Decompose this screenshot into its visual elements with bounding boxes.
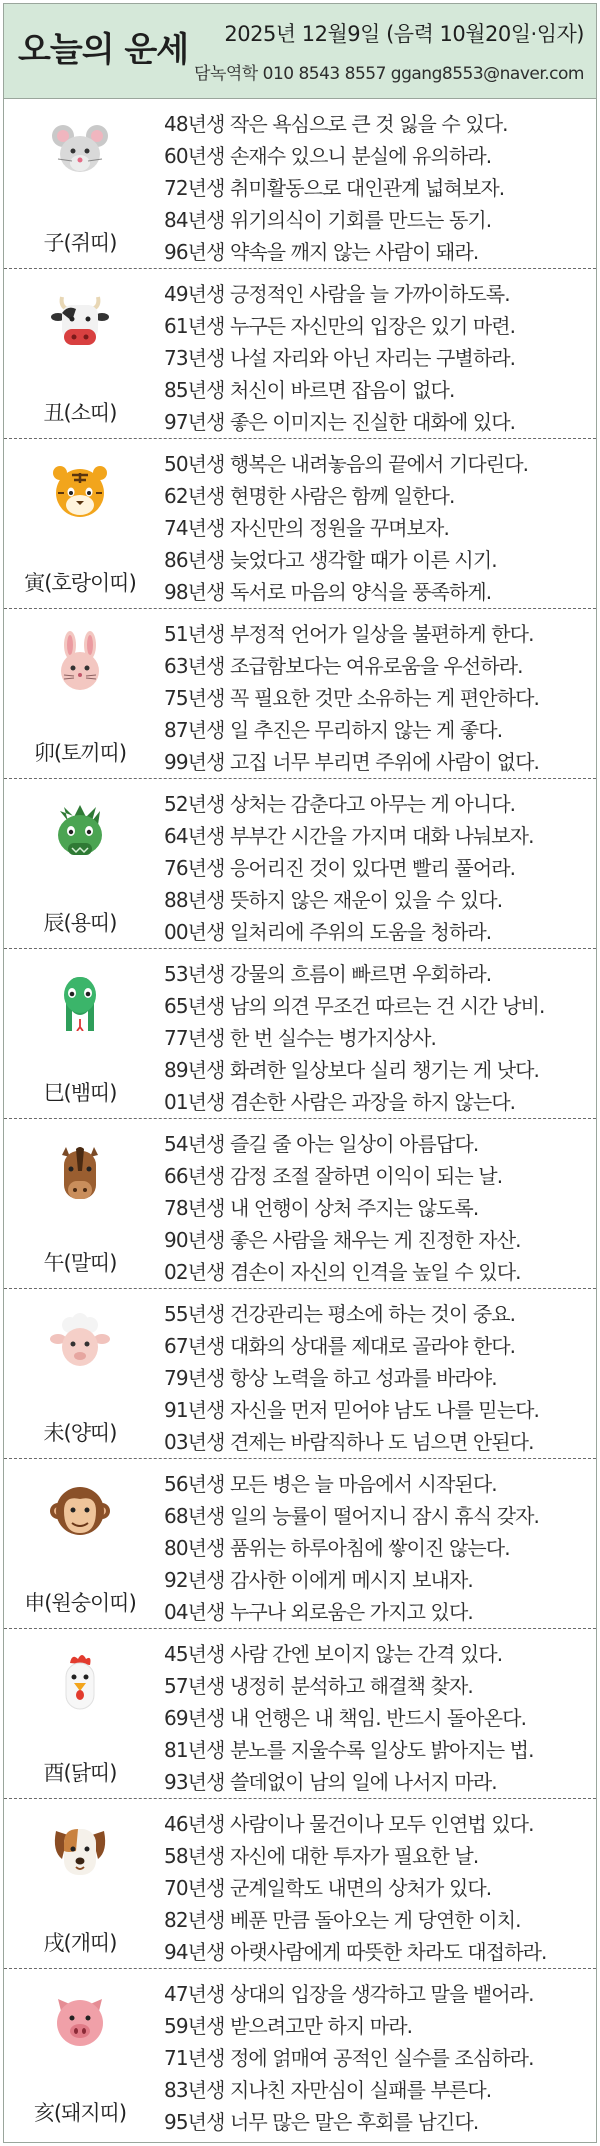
zodiac-section-rabbit bbox=[4, 609, 596, 779]
fortune-line: 97년생 좋은 이미지는 진실한 대화에 있다. bbox=[164, 410, 516, 434]
fortune-line: 95년생 너무 많은 말은 후회를 남긴다. bbox=[164, 2110, 479, 2134]
animal-label: 午(말띠) bbox=[43, 1251, 117, 1275]
fortune-line: 84년생 위기의식이 기회를 만드는 동기. bbox=[164, 208, 492, 232]
animal-label: 子(쥐띠) bbox=[43, 231, 117, 255]
fortune-line: 51년생 부정적 언어가 일상을 불편하게 한다. bbox=[164, 622, 534, 646]
monkey-icon bbox=[50, 1481, 110, 1541]
fortune-line: 80년생 품위는 하루아침에 쌓이진 않는다. bbox=[164, 1536, 510, 1560]
rooster-icon bbox=[50, 1651, 110, 1711]
fortune-line: 00년생 일처리에 주위의 도움을 청하라. bbox=[164, 920, 492, 944]
fortune-lines bbox=[164, 1298, 594, 1458]
animal-label: 卯(토끼띠) bbox=[33, 741, 127, 765]
fortune-line: 61년생 누구든 자신만의 입장은 있기 마련. bbox=[164, 314, 516, 338]
fortune-line: 53년생 강물의 흐름이 빠르면 우회하라. bbox=[164, 962, 492, 986]
zodiac-section-dog bbox=[4, 1799, 596, 1969]
fortune-line: 98년생 독서로 마음의 양식을 풍족하게. bbox=[164, 580, 492, 604]
fortune-line: 63년생 조급함보다는 여유로움을 우선하라. bbox=[164, 654, 523, 678]
fortune-line: 71년생 정에 얽매여 공적인 실수를 조심하라. bbox=[164, 2046, 534, 2070]
fortune-line: 82년생 베푼 만큼 돌아오는 게 당연한 이치. bbox=[164, 1908, 521, 1932]
fortune-line: 68년생 일의 능률이 떨어지니 잠시 휴식 갖자. bbox=[164, 1504, 539, 1528]
fortune-lines bbox=[164, 1638, 594, 1798]
fortune-lines bbox=[164, 1128, 594, 1288]
zodiac-section-pig bbox=[4, 1969, 596, 2139]
fortune-lines bbox=[164, 1808, 594, 1968]
fortune-line: 64년생 부부간 시간을 가지며 대화 나눠보자. bbox=[164, 824, 534, 848]
zodiac-section-monkey bbox=[4, 1459, 596, 1629]
tiger-icon bbox=[50, 461, 110, 521]
fortune-line: 67년생 대화의 상대를 제대로 골라야 한다. bbox=[164, 1334, 516, 1358]
zodiac-section-horse bbox=[4, 1119, 596, 1289]
header bbox=[4, 4, 596, 99]
fortune-line: 96년생 약속을 깨지 않는 사람이 돼라. bbox=[164, 240, 479, 264]
fortune-line: 45년생 사람 간엔 보이지 않는 간격 있다. bbox=[164, 1642, 503, 1666]
fortune-line: 88년생 뜻하지 않은 재운이 있을 수 있다. bbox=[164, 888, 503, 912]
fortune-line: 58년생 자신에 대한 투자가 필요한 날. bbox=[164, 1844, 479, 1868]
rat-icon bbox=[50, 121, 110, 181]
fortune-line: 81년생 분노를 지울수록 일상도 밝아지는 법. bbox=[164, 1738, 534, 1762]
fortune-line: 65년생 남의 의견 무조건 따르는 건 시간 낭비. bbox=[164, 994, 545, 1018]
fortune-line: 86년생 늦었다고 생각할 때가 이른 시기. bbox=[164, 548, 497, 572]
rabbit-icon bbox=[50, 631, 110, 691]
dragon-icon bbox=[50, 801, 110, 861]
fortune-line: 93년생 쓸데없이 남의 일에 나서지 마라. bbox=[164, 1770, 497, 1794]
snake-icon bbox=[50, 971, 110, 1031]
animal-label: 申(원숭이띠) bbox=[24, 1591, 136, 1615]
animal-label: 酉(닭띠) bbox=[43, 1761, 117, 1785]
animal-label: 未(양띠) bbox=[43, 1421, 117, 1445]
fortune-lines bbox=[164, 788, 594, 948]
zodiac-section-rat bbox=[4, 99, 596, 269]
fortune-line: 50년생 행복은 내려놓음의 끝에서 기다린다. bbox=[164, 452, 529, 476]
fortune-line: 55년생 건강관리는 평소에 하는 것이 중요. bbox=[164, 1302, 516, 1326]
fortune-lines bbox=[164, 618, 594, 778]
fortune-line: 70년생 군계일학도 내면의 상처가 있다. bbox=[164, 1876, 492, 1900]
contact-line: 담녹역학 010 8543 8557 ggang8553@naver.com bbox=[194, 64, 584, 84]
fortune-line: 01년생 겸손한 사람은 과장을 하지 않는다. bbox=[164, 1090, 516, 1114]
fortune-line: 92년생 감사한 이에게 메시지 보내자. bbox=[164, 1568, 473, 1592]
fortune-line: 62년생 현명한 사람은 함께 일한다. bbox=[164, 484, 455, 508]
animal-label: 戌(개띠) bbox=[43, 1931, 117, 1955]
animal-label: 亥(돼지띠) bbox=[33, 2101, 127, 2125]
fortune-line: 54년생 즐길 줄 아는 일상이 아름답다. bbox=[164, 1132, 479, 1156]
fortune-lines bbox=[164, 958, 594, 1118]
fortune-line: 90년생 좋은 사람을 채우는 게 진정한 자산. bbox=[164, 1228, 521, 1252]
fortune-line: 91년생 자신을 먼저 믿어야 남도 나를 믿는다. bbox=[164, 1398, 539, 1422]
fortune-line: 76년생 응어리진 것이 있다면 빨리 풀어라. bbox=[164, 856, 516, 880]
ox-icon bbox=[50, 291, 110, 351]
fortune-lines bbox=[164, 278, 594, 438]
zodiac-section-sheep bbox=[4, 1289, 596, 1459]
fortune-line: 57년생 냉정히 분석하고 해결책 찾자. bbox=[164, 1674, 473, 1698]
fortune-line: 89년생 화려한 일상보다 실리 챙기는 게 낫다. bbox=[164, 1058, 539, 1082]
fortune-line: 03년생 견제는 바람직하나 도 넘으면 안된다. bbox=[164, 1430, 534, 1454]
fortune-line: 56년생 모든 병은 늘 마음에서 시작된다. bbox=[164, 1472, 497, 1496]
fortune-line: 49년생 긍정적인 사람을 늘 가까이하도록. bbox=[164, 282, 510, 306]
fortune-line: 69년생 내 언행은 내 책임. 반드시 돌아온다. bbox=[164, 1706, 527, 1730]
fortune-line: 72년생 취미활동으로 대인관계 넓혀보자. bbox=[164, 176, 505, 200]
animal-label: 丑(소띠) bbox=[43, 401, 117, 425]
fortune-line: 47년생 상대의 입장을 생각하고 말을 뱉어라. bbox=[164, 1982, 534, 2006]
fortune-line: 99년생 고집 너무 부리면 주위에 사람이 없다. bbox=[164, 750, 539, 774]
fortune-line: 78년생 내 언행이 상처 주지는 않도록. bbox=[164, 1196, 479, 1220]
fortune-page bbox=[3, 3, 597, 2143]
sheep-icon bbox=[50, 1311, 110, 1371]
zodiac-section-dragon bbox=[4, 779, 596, 949]
fortune-line: 74년생 자신만의 정원을 꾸며보자. bbox=[164, 516, 449, 540]
fortune-line: 79년생 항상 노력을 하고 성과를 바라야. bbox=[164, 1366, 497, 1390]
animal-label: 辰(용띠) bbox=[43, 911, 117, 935]
horse-icon bbox=[50, 1141, 110, 1201]
zodiac-section-snake bbox=[4, 949, 596, 1119]
fortune-line: 73년생 나설 자리와 아닌 자리는 구별하라. bbox=[164, 346, 516, 370]
zodiac-section-ox bbox=[4, 269, 596, 439]
fortune-line: 83년생 지나친 자만심이 실패를 부른다. bbox=[164, 2078, 492, 2102]
page-title: 오늘의 운세 bbox=[18, 30, 189, 70]
fortune-line: 46년생 사람이나 물건이나 모두 인연법 있다. bbox=[164, 1812, 534, 1836]
zodiac-section-tiger bbox=[4, 439, 596, 609]
date-line: 2025년 12월9일 (음력 10월20일·임자) bbox=[224, 22, 584, 46]
fortune-line: 87년생 일 추진은 무리하지 않는 게 좋다. bbox=[164, 718, 503, 742]
fortune-line: 02년생 겸손이 자신의 인격을 높일 수 있다. bbox=[164, 1260, 521, 1284]
animal-label: 寅(호랑이띠) bbox=[24, 571, 136, 595]
fortune-line: 75년생 꼭 필요한 것만 소유하는 게 편안하다. bbox=[164, 686, 539, 710]
fortune-line: 48년생 작은 욕심으로 큰 것 잃을 수 있다. bbox=[164, 112, 508, 136]
fortune-line: 77년생 한 번 실수는 병가지상사. bbox=[164, 1026, 436, 1050]
fortune-line: 94년생 아랫사람에게 따뜻한 차라도 대접하라. bbox=[164, 1940, 547, 1964]
animal-label: 巳(뱀띠) bbox=[43, 1081, 117, 1105]
fortune-lines bbox=[164, 108, 594, 268]
fortune-line: 60년생 손재수 있으니 분실에 유의하라. bbox=[164, 144, 492, 168]
pig-icon bbox=[50, 1991, 110, 2051]
fortune-line: 66년생 감정 조절 잘하면 이익이 되는 날. bbox=[164, 1164, 503, 1188]
fortune-line: 52년생 상처는 감춘다고 아무는 게 아니다. bbox=[164, 792, 516, 816]
zodiac-section-rooster bbox=[4, 1629, 596, 1799]
fortune-line: 59년생 받으려고만 하지 마라. bbox=[164, 2014, 413, 2038]
fortune-line: 04년생 누구나 외로움은 가지고 있다. bbox=[164, 1600, 473, 1624]
fortune-lines bbox=[164, 448, 594, 608]
fortune-lines bbox=[164, 1978, 594, 2138]
fortune-lines bbox=[164, 1468, 594, 1628]
fortune-line: 85년생 처신이 바르면 잡음이 없다. bbox=[164, 378, 455, 402]
dog-icon bbox=[50, 1821, 110, 1881]
